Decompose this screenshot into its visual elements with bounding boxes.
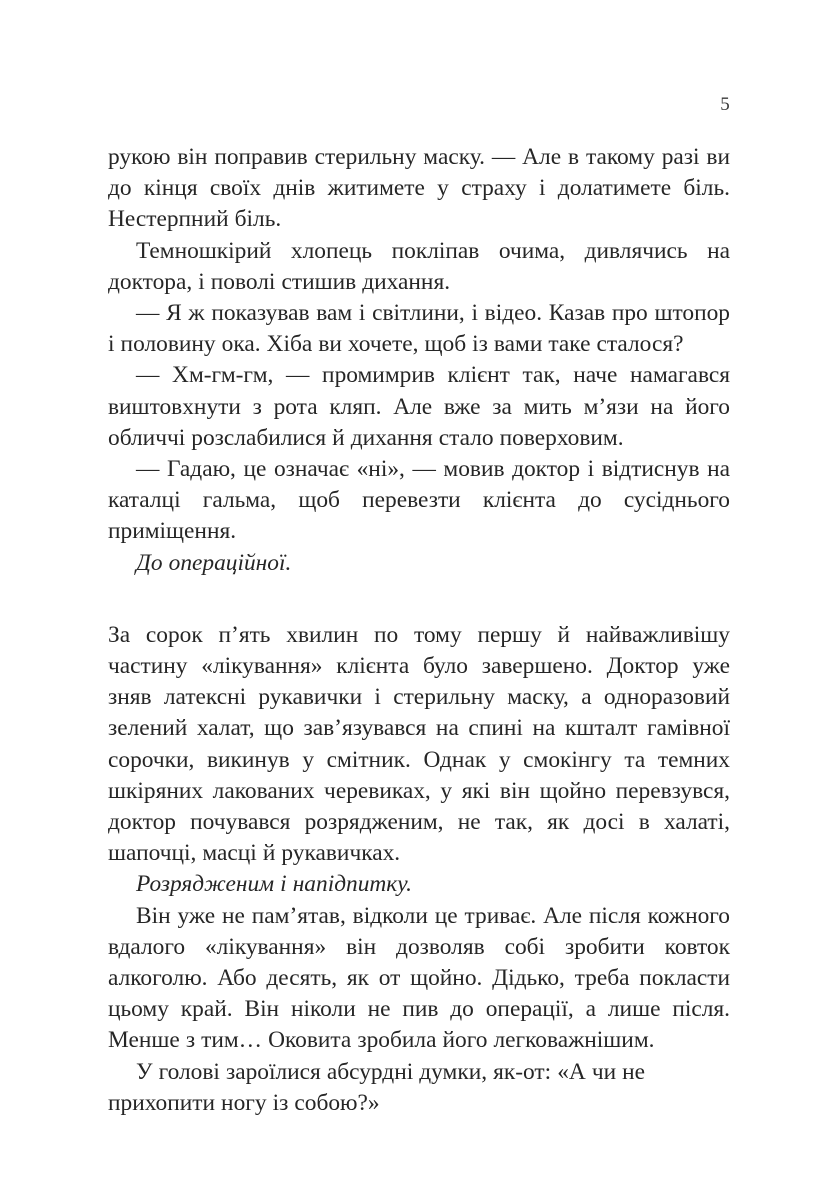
paragraph-dialogue: — Я ж показував вам і світлини, і відео. Казав про штопор і половину ока. Хіба ви хочете, щоб із вами таке сталося?	[108, 300, 730, 358]
paragraph-inner-thought: До операційної.	[136, 549, 292, 576]
paragraph: Він уже не пам’ятав, відколи це триває. Але після кожного вдалого «лікування» він дозволяв собі зробити ковток алкоголю. Або десять, як от щойно. Дідько, треба покласти цьому край. Він ніколи не пив до операції, а лише після. Менше з тим… Оковита зробила його легковажнішим.	[108, 902, 730, 1054]
paragraph: У голові зароїлися абсурдні думки, як-от: «А чи не прихопити ногу із собою?»	[108, 1058, 646, 1116]
section-break	[108, 579, 730, 620]
paragraph: рукою він поправив стерильну маску. — Але в такому разі ви до кінця своїх днів житимете у страху і долатимете біль. Нестерпний біль.	[108, 144, 730, 233]
paragraph: За сорок п’ять хвилин по тому першу й найважливішу частину «лікування» клієнта було завершено. Доктор уже зняв латексні рукавички і стерильну маску, а одноразовий зелений халат, що зав’язувався на спині на кшталт гамівної сорочки, викинув у смітник. Однак у смокінгу та темних шкіряних лакованих черевиках, у які він щойно перевзувся, доктор почувався розрядженим, не так, як досі в халаті, шапочці, масці й рукавичках.	[108, 621, 730, 867]
paragraph-inner-thought: Розрядженим і напідпитку.	[136, 871, 413, 898]
paragraph-dialogue: — Хм-гм-гм, — промимрив клієнт так, наче намагався виштовхнути з рота кляп. Але вже за мить м’язи на його обличчі розслабилися й дихання стало поверховим.	[108, 362, 730, 451]
text-column	[108, 142, 730, 1119]
text-block-two	[108, 620, 730, 1119]
paragraph: Темношкірий хлопець покліпав очима, дивлячись на доктора, і поволі стишив дихання.	[108, 237, 730, 295]
paragraph-dialogue: — Гадаю, це означає «ні», — мовив доктор і відтиснув на каталці гальма, щоб перевезти клієнта до сусіднього приміщення.	[108, 456, 730, 545]
page-number: 5	[720, 94, 730, 115]
text-block-one	[108, 142, 730, 579]
